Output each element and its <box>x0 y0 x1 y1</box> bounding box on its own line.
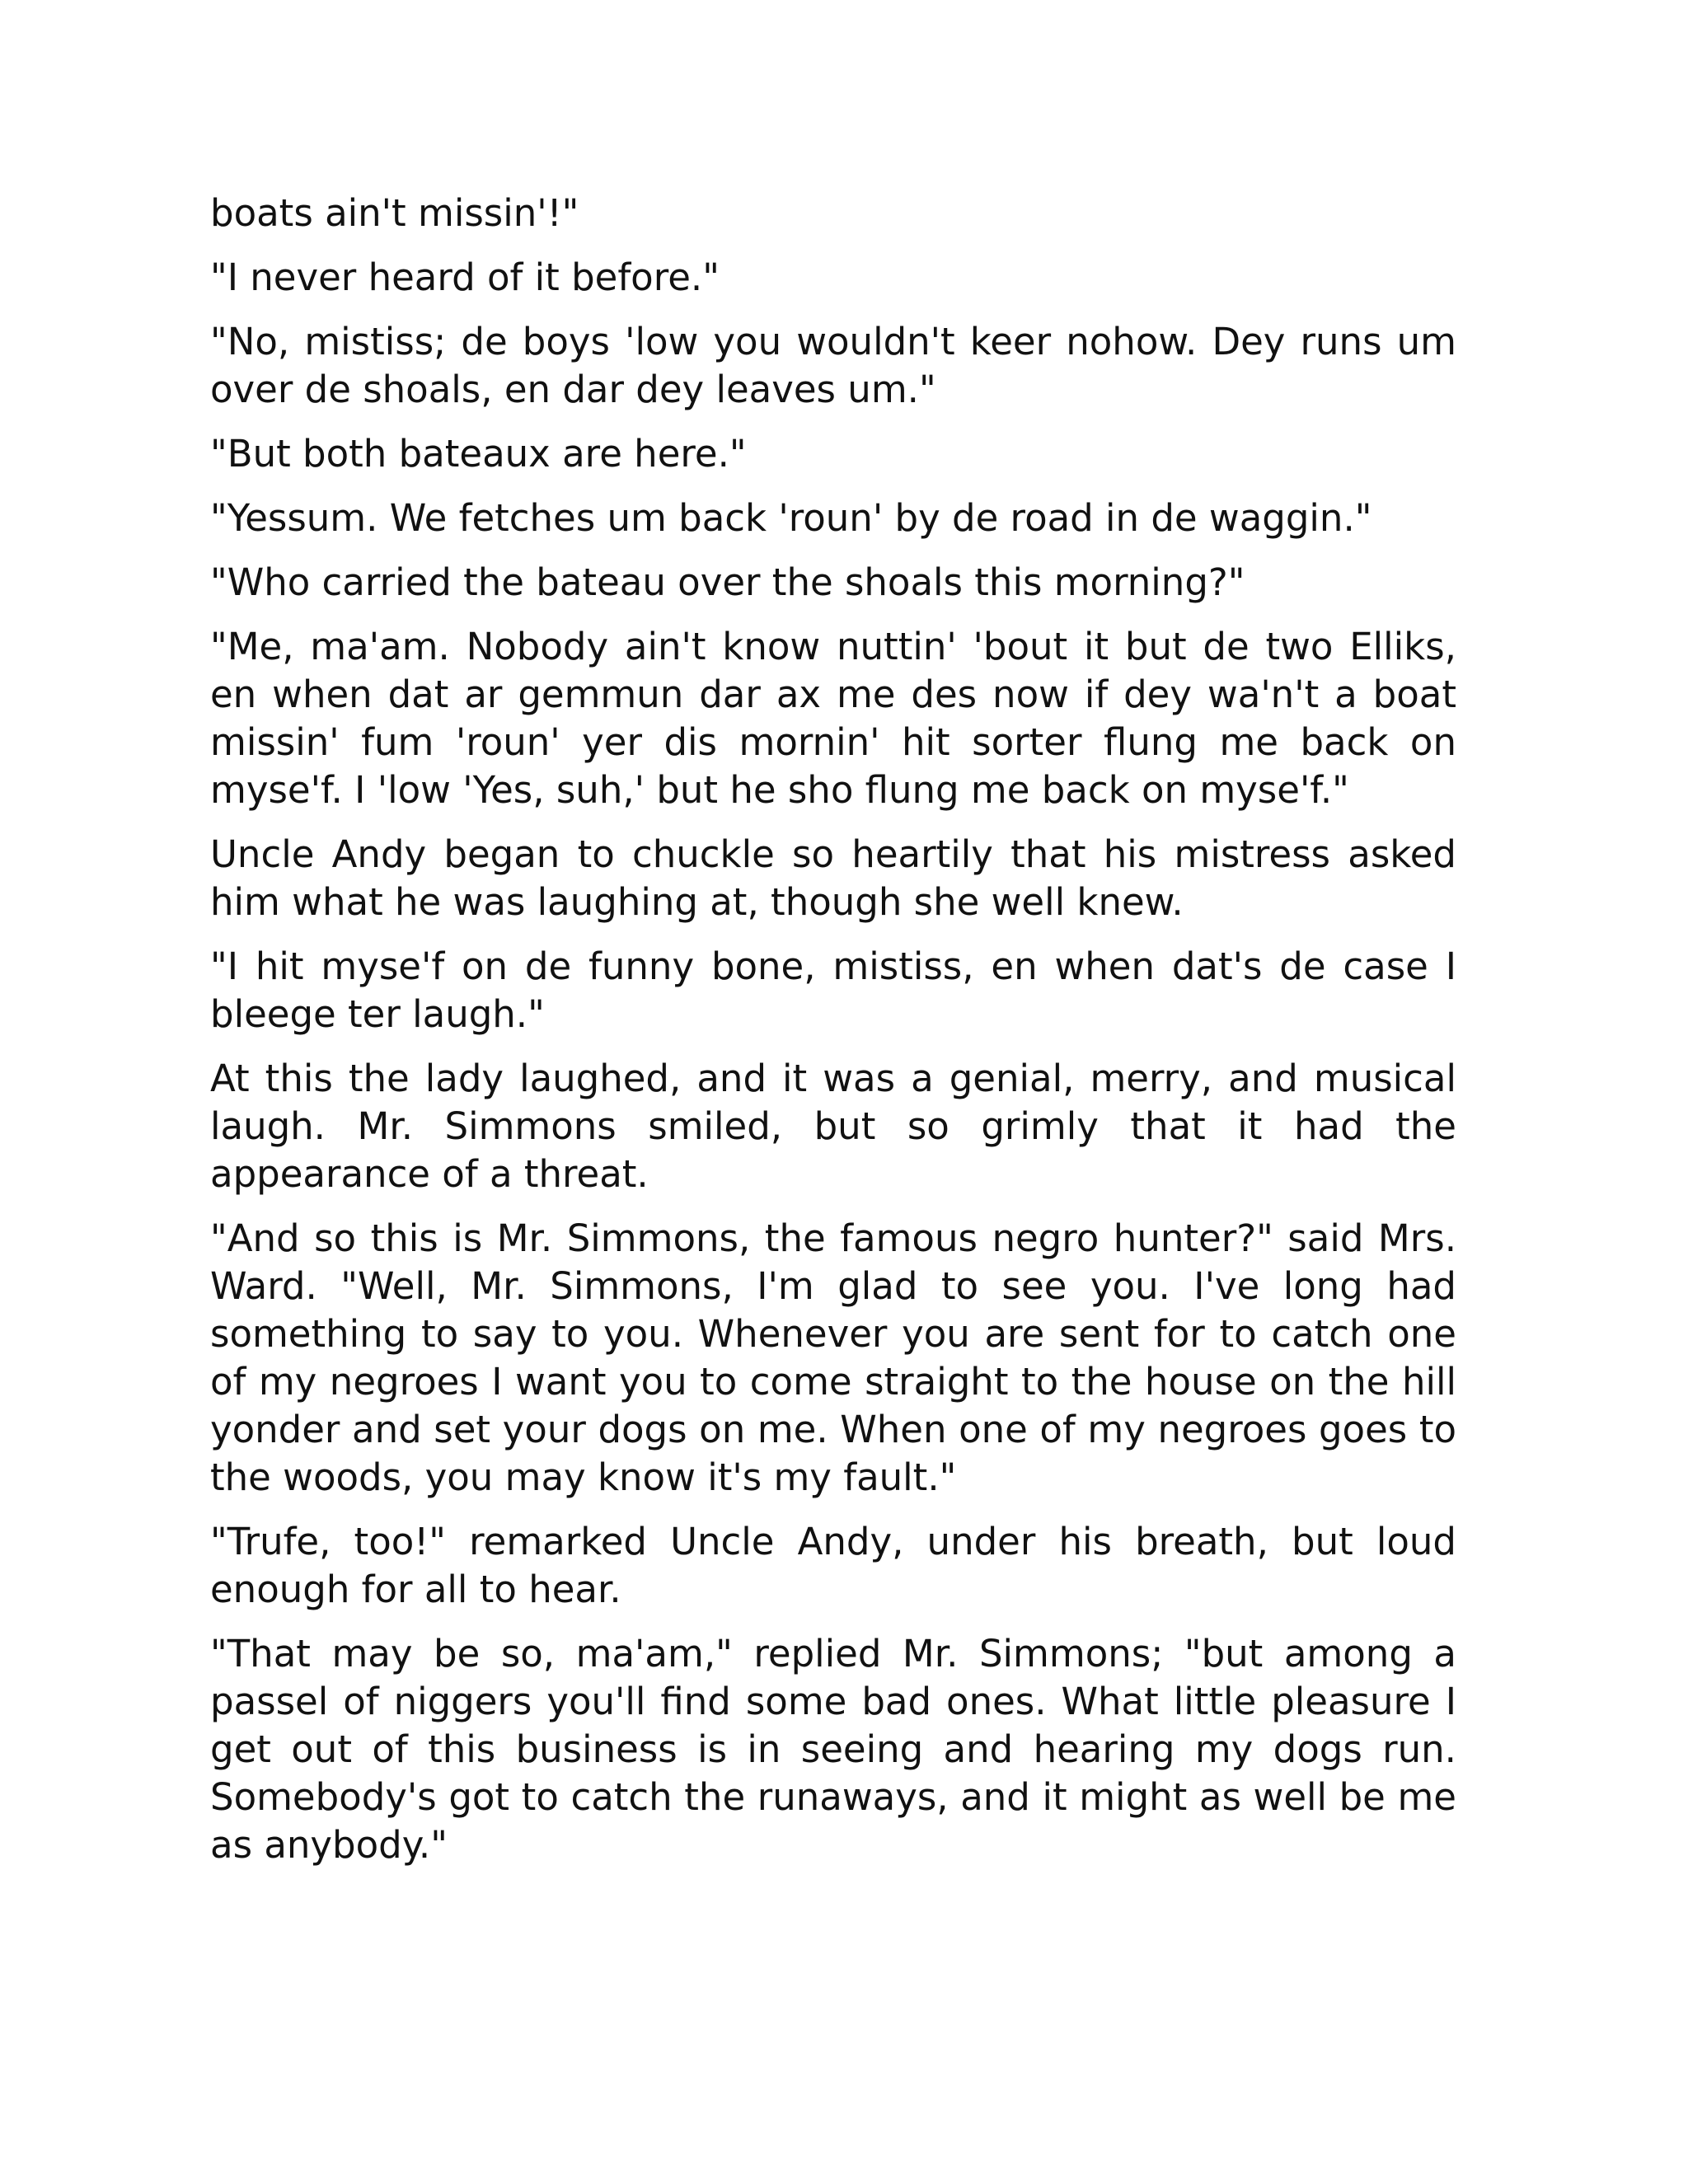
paragraph: "That may be so, ma'am," replied Mr. Simmons; "but among a passel of niggers you'll find some bad ones. What little pleasure I get out of this business is in seeing and hearing my dogs run. Somebody's got to catch the runaways, and it might as well be me as anybody." <box>210 1632 1456 1867</box>
paragraph: "I hit myse'f on de funny bone, mistiss, en when dat's de case I bleege ter laugh." <box>210 944 1456 1036</box>
paragraph: "I never heard of it before." <box>210 255 720 299</box>
paragraph: "Me, ma'am. Nobody ain't know nuttin' 'bout it but de two Elliks, en when dat ar gemmun dar ax me des now if dey wa'n't a boat missin' fum 'roun' yer dis mornin' hit sorter flung me back on myse'f. I 'low 'Yes, suh,' but he sho flung me back on myse'f." <box>210 625 1456 812</box>
paragraph: "And so this is Mr. Simmons, the famous negro hunter?" said Mrs. Ward. "Well, Mr. Simmons, I'm glad to see you. I've long had something to say to you. Whenever you are sent for to catch one of my negroes I want you to come straight to the house on the hill yonder and set your dogs on me. When one of my negroes goes to the woods, you may know it's my fault." <box>210 1216 1456 1499</box>
paragraph: Uncle Andy began to chuckle so heartily that his mistress asked him what he was laughing at, though she well knew. <box>210 832 1456 924</box>
paragraph: boats ain't missin'!" <box>210 191 579 235</box>
paragraph: "But both bateaux are here." <box>210 432 747 476</box>
paragraph: At this the lady laughed, and it was a genial, merry, and musical laugh. Mr. Simmons smiled, but so grimly that it had the appearance of a threat. <box>210 1057 1456 1196</box>
paragraph: "No, mistiss; de boys 'low you wouldn't keer nohow. Dey runs um over de shoals, en dar dey leaves um." <box>210 320 1456 411</box>
page-body <box>210 190 1456 1886</box>
paragraph: "Trufe, too!" remarked Uncle Andy, under his breath, but loud enough for all to hear. <box>210 1520 1456 1611</box>
paragraph: "Who carried the bateau over the shoals this morning?" <box>210 560 1245 604</box>
paragraph: "Yessum. We fetches um back 'roun' by de road in de waggin." <box>210 496 1372 540</box>
